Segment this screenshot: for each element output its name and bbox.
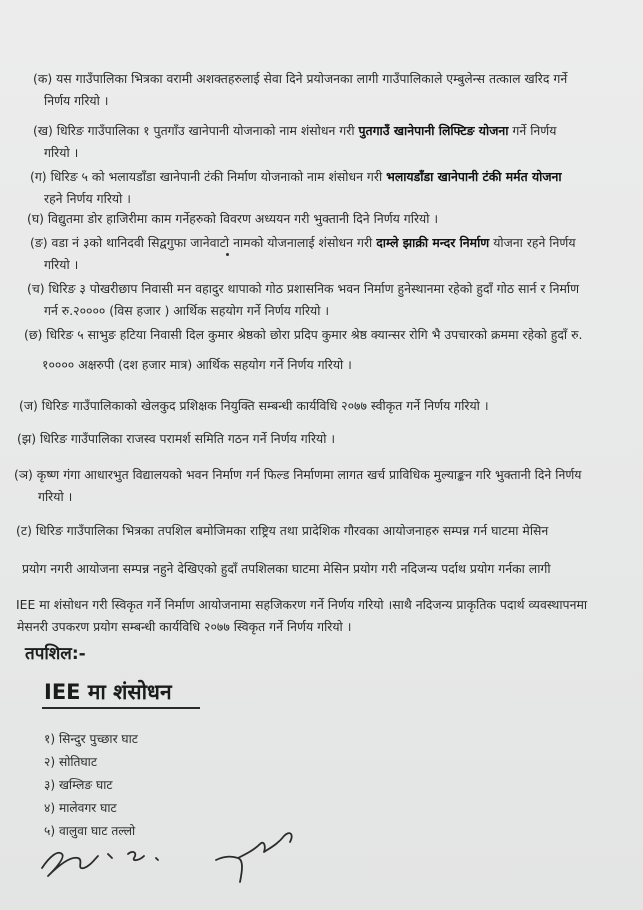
schedule-item: ४) मालेवगर घाट (44, 801, 117, 815)
decision-ga-line2: रहने निर्णय गरियो । (44, 191, 131, 206)
decision-cha-line1: (च) धिरिङ ३ पोखरीछाप निवासी मन वहादुर थापाको गोठ प्रशासनिक भवन निर्माण हुनेस्थानमा रहेको हुदाँ गोठ सार्न र निर्माण (27, 281, 580, 296)
schedule-subheading: IEE मा शंसोधन (44, 680, 172, 704)
decision-kha-bold: पुतगाउँ खानेपानी लिफ्टिङ योजना (358, 123, 509, 138)
decision-jha: (झ) धिरिङ गाउँपालिका राजस्व परामर्श समिति गठन गर्ने निर्णय गरियो । (17, 431, 336, 446)
schedule-heading: तपशिल:- (25, 644, 86, 664)
decision-ga-bold: भलायडाँडा खानेपानी टंकी मर्मत योजना (386, 169, 562, 184)
decision-kha-line1 (33, 120, 556, 142)
decision-ja: (ज) धिरिङ गाउँपालिकाको खेलकुद प्रशिक्षक नियुक्ति सम्बन्धी कार्यविधि २०७७ स्वीकृत गर्ने निर्णय गरियो । (19, 398, 489, 413)
schedule-item: १) सिन्दुर पुच्छार घाट (44, 732, 138, 746)
schedule-item: ५) वालुवा घाट तल्लो (44, 824, 136, 838)
schedule-item: २) सोतिघाट (44, 755, 97, 769)
decision-kha-text: (ख) धिरिङ गाउँपालिका १ पुतगाँउ खानेपानी योजनाको नाम शंसोधन गरी (33, 123, 359, 138)
decision-chha-line2: १०००० अक्षरुपी (दश हजार मात्र) आर्थिक सहयोग गर्ने निर्णय गरियो । (42, 357, 352, 372)
subheading-underline (42, 707, 200, 709)
decision-nga-text: (ङ) वडा नं ३को थानिदवी सिद्वगुफा जानेवाटो नामको योजनालाई शंसोधन गरी (30, 235, 377, 250)
decision-ga-line1 (30, 166, 562, 188)
decision-ga-text: (ग) धिरिङ ५ को भलायडाँडा खानेपानी टंकी निर्माण योजनाको नाम शंसोधन गरी (30, 169, 387, 184)
decision-nga-bold: दाम्ले झाक्री मन्दर निर्माण (376, 235, 490, 250)
decision-kha-line2: गरियो । (44, 145, 79, 160)
decision-ta-line1: (ट) धिरिङ गाउँपालिका भित्रका तपशिल बमोजिमका राष्ट्रिय तथा प्रादेशिक गौरवका आयोजनाहरु सम्पन्न गर्न घाटमा मेसिन (16, 523, 549, 538)
decision-ta-line3: IEE मा शंसोधन गरी स्विकृत गर्ने निर्माण आयोजनामा सहजिकरण गर्ने निर्णय गरियो ।साथै नदिजन्य प्राकृतिक पदार्थ व्यवस्थापनमा (16, 597, 588, 612)
signature-mark-c (156, 858, 158, 860)
decision-ka-line1: (क) यस गाउँपालिका भित्रका वरामी अशक्तहरुलाई सेवा दिने प्रयोजनका लागी गाउँपालिकाले एम्बुलेन्स तत्काल खरिद गर्ने (33, 71, 568, 86)
schedule-item: ३) खम्लिङ घाट (44, 778, 113, 792)
decision-gha: (घ) विद्युतमा डोर हाजिरीमा काम गर्नेहरुको विवरण अध्ययन गरी भुक्तानी दिने निर्णय गरियो । (27, 211, 439, 226)
handwritten-signatures (28, 820, 328, 890)
decision-nga-line2: गरियो । (44, 257, 79, 272)
decision-yna-line2: गरियो । (38, 489, 73, 504)
decision-cha-line2: गर्न रु.२०००० (विस हजार ) आर्थिक सहयोग गर्ने निर्णय गरियो । (44, 303, 330, 318)
decision-nga-tail: योजना रहने निर्णय (489, 235, 576, 250)
decision-chha-line1: (छ) धिरिङ ५ साभुङ हटिया निवासी दिल कुमार श्रेष्ठको छोरा प्रदिप कुमार श्रेष्ठ क्यान्सर रोगि भै उपचारको क्रममा रहेको हुदाँ रु. (24, 327, 583, 342)
signature-mark-b (128, 852, 144, 860)
decision-ka-line2: निर्णय गरियो । (44, 93, 109, 108)
decision-ta-line4: मेसनरी उपकरण प्रयोग सम्बन्धी कार्यविधि २०७७ स्विकृत गर्ने निर्णय गरियो । (17, 619, 352, 634)
decision-kha-tail: गर्ने निर्णय (508, 123, 557, 138)
decision-nga-line1 (30, 232, 576, 254)
signature-2 (216, 833, 292, 882)
decision-yna-line1: (ञ) कृष्ण गंगा आधारभुत विद्यालयको भवन निर्माण गर्न फिल्ड निर्माणमा लागत खर्च प्राविधिक मुल्याङ्कन गरि भुक्तानी दिने निर्णय (14, 467, 582, 482)
signature-mark-a (108, 854, 112, 858)
stray-ink-dot (226, 253, 229, 256)
decision-ta-line2: प्रयोग नगरी आयोजना सम्पन्न नहुने देखिएको हुदाँ तपशिलका घाटमा मेसिन प्रयोग गरी नदिजन्य पर्दाथ प्रयोग गर्नका लागी (22, 561, 551, 576)
signature-1 (42, 853, 98, 876)
